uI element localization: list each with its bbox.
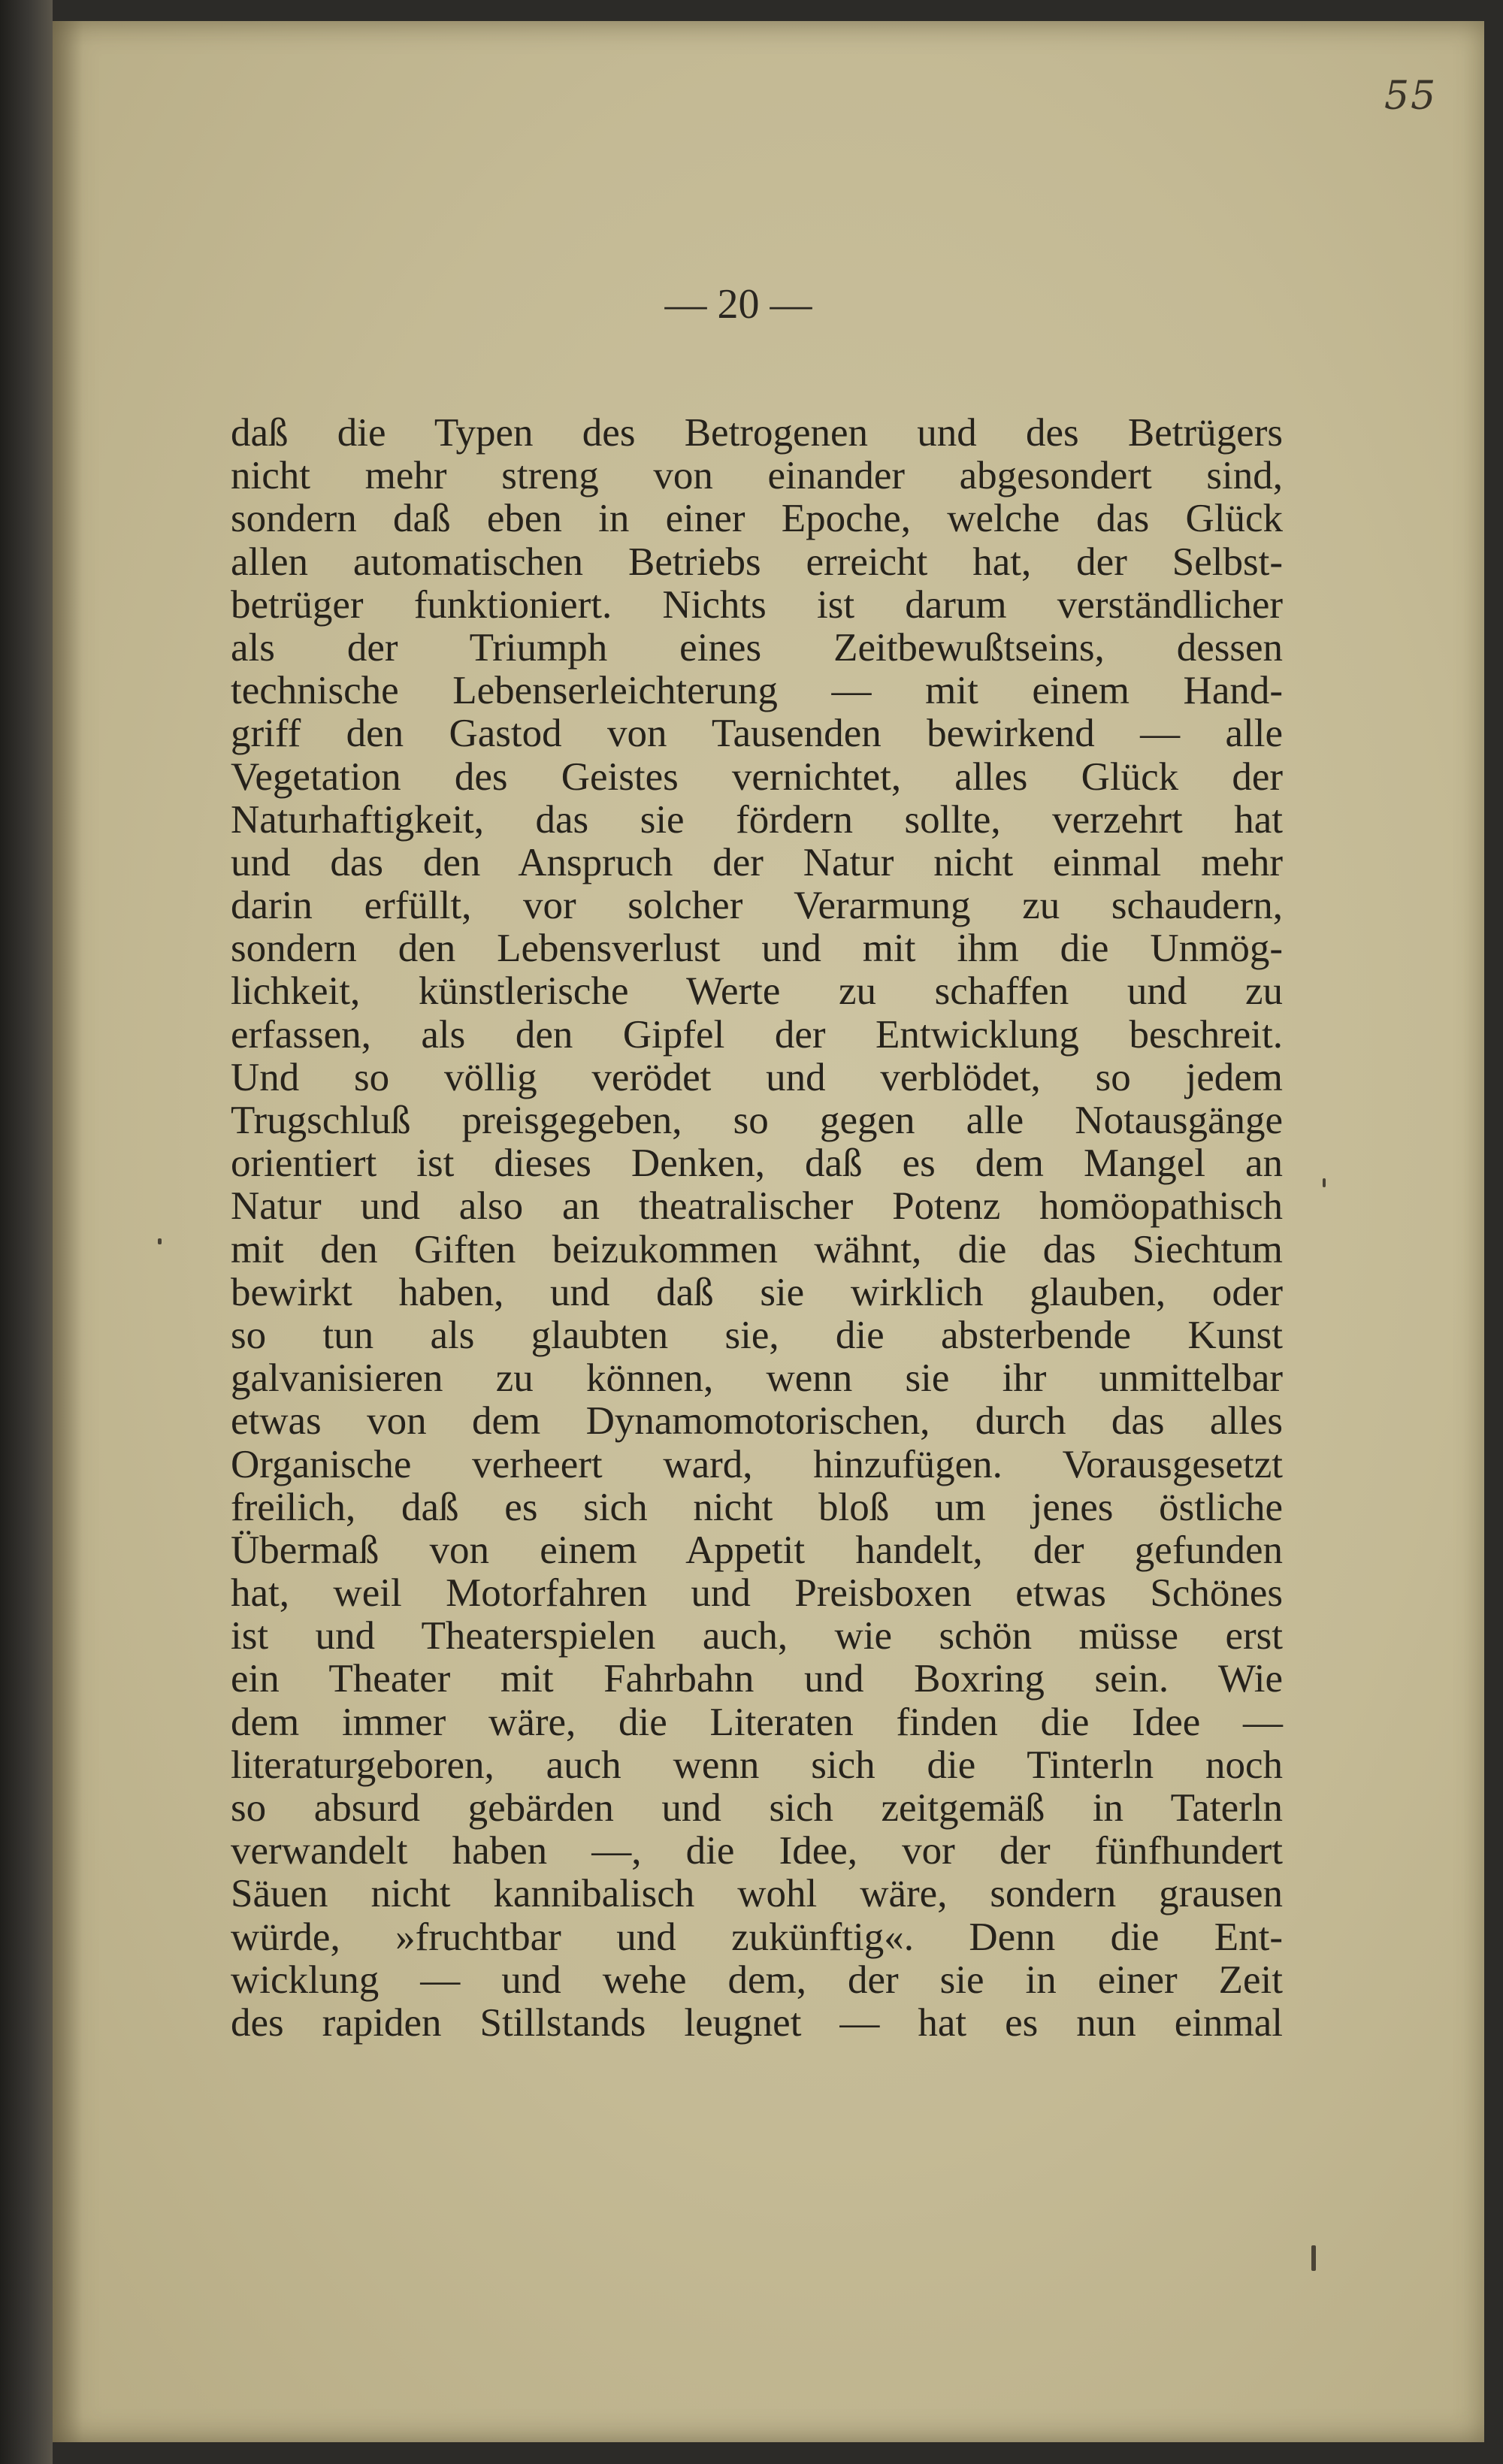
text-line: allen automatischen Betriebs erreicht hat, der Selbst- — [231, 540, 1283, 584]
text-line: Naturhaftigkeit, das sie fördern sollte, verzehrt hat — [231, 797, 1283, 842]
text-line: ist und Theaterspielen auch, wie schön müsse erst — [231, 1614, 1283, 1658]
text-line: so absurd gebärden und sich zeitgemäß in Taterln — [231, 1786, 1283, 1830]
text-line: hat, weil Motorfahren und Preisboxen etwas Schönes — [231, 1571, 1283, 1616]
text-line: technische Lebenserleichterung — mit einem Hand- — [231, 669, 1283, 713]
text-line: lichkeit, künstlerische Werte zu schaffen und zu — [231, 969, 1283, 1014]
text-line: so tun als glaubten sie, die absterbende Kunst — [231, 1313, 1283, 1357]
paper-page — [53, 21, 1484, 2442]
handwritten-folio-number: 55 — [1384, 74, 1438, 119]
text-line: dem immer wäre, die Literaten finden die Idee — — [231, 1700, 1283, 1744]
text-line: verwandelt haben —, die Idee, vor der fünfhundert — [231, 1829, 1283, 1873]
book-binding — [0, 0, 53, 2464]
text-line: Übermaß von einem Appetit handelt, der gefunden — [231, 1528, 1283, 1572]
text-line: darin erfüllt, vor solcher Verarmung zu schaudern, — [231, 884, 1283, 928]
text-line: Säuen nicht kannibalisch wohl wäre, sondern grausen — [231, 1872, 1283, 1916]
text-line: sondern daß eben in einer Epoche, welche das Glück — [231, 497, 1283, 541]
text-line: würde, »fruchtbar und zukünftig«. Denn die Ent- — [231, 1915, 1283, 1959]
text-line: etwas von dem Dynamomotorischen, durch das alles — [231, 1399, 1283, 1444]
text-line: als der Triumph eines Zeitbewußtseins, dessen — [231, 625, 1283, 670]
text-line: des rapiden Stillstands leugnet — hat es nun einmal — [231, 2000, 1283, 2045]
text-line: ein Theater mit Fahrbahn und Boxring sein. Wie — [231, 1657, 1283, 1701]
text-line: mit den Giften beizukommen wähnt, die das Siechtum — [231, 1227, 1283, 1271]
text-line: und das den Anspruch der Natur nicht einmal mehr — [231, 840, 1283, 884]
text-line: daß die Typen des Betrogenen und des Betrügers — [231, 411, 1283, 455]
text-line: bewirkt haben, und daß sie wirklich glauben, oder — [231, 1270, 1283, 1314]
text-line: freilich, daß es sich nicht bloß um jenes östliche — [231, 1485, 1283, 1529]
text-line: Organische verheert ward, hinzufügen. Vorausgesetzt — [231, 1442, 1283, 1486]
speck-mark — [1323, 1178, 1326, 1187]
text-line: Und so völlig verödet und verblödet, so jedem — [231, 1055, 1283, 1099]
page-number: — 20 — — [664, 281, 812, 328]
text-line: wicklung — und wehe dem, der sie in einer Zeit — [231, 1958, 1283, 2002]
text-line: Trugschluß preisgegeben, so gegen alle Notausgänge — [231, 1099, 1283, 1142]
speck-mark — [1311, 2245, 1316, 2271]
text-line: Natur und also an theatralischer Potenz homöopathisch — [231, 1184, 1283, 1229]
text-line: betrüger funktioniert. Nichts ist darum verständlicher — [231, 582, 1283, 627]
text-line: orientiert ist dieses Denken, daß es dem Mangel an — [231, 1141, 1283, 1186]
page-gutter-shadow — [53, 21, 83, 2442]
text-line: sondern den Lebensverlust und mit ihm die Unmög- — [231, 927, 1283, 971]
speck-mark — [158, 1238, 162, 1244]
text-line: nicht mehr streng von einander abgesondert sind, — [231, 454, 1283, 498]
text-line: galvanisieren zu können, wenn sie ihr unmittelbar — [231, 1356, 1283, 1401]
body-text — [231, 412, 1283, 2045]
text-line: literaturgeboren, auch wenn sich die Tinterln noch — [231, 1743, 1283, 1787]
text-line: erfassen, als den Gipfel der Entwicklung beschreit. — [231, 1012, 1283, 1057]
text-line: Vegetation des Geistes vernichtet, alles Glück der — [231, 754, 1283, 799]
text-line: griff den Gastod von Tausenden bewirkend — alle — [231, 712, 1283, 756]
